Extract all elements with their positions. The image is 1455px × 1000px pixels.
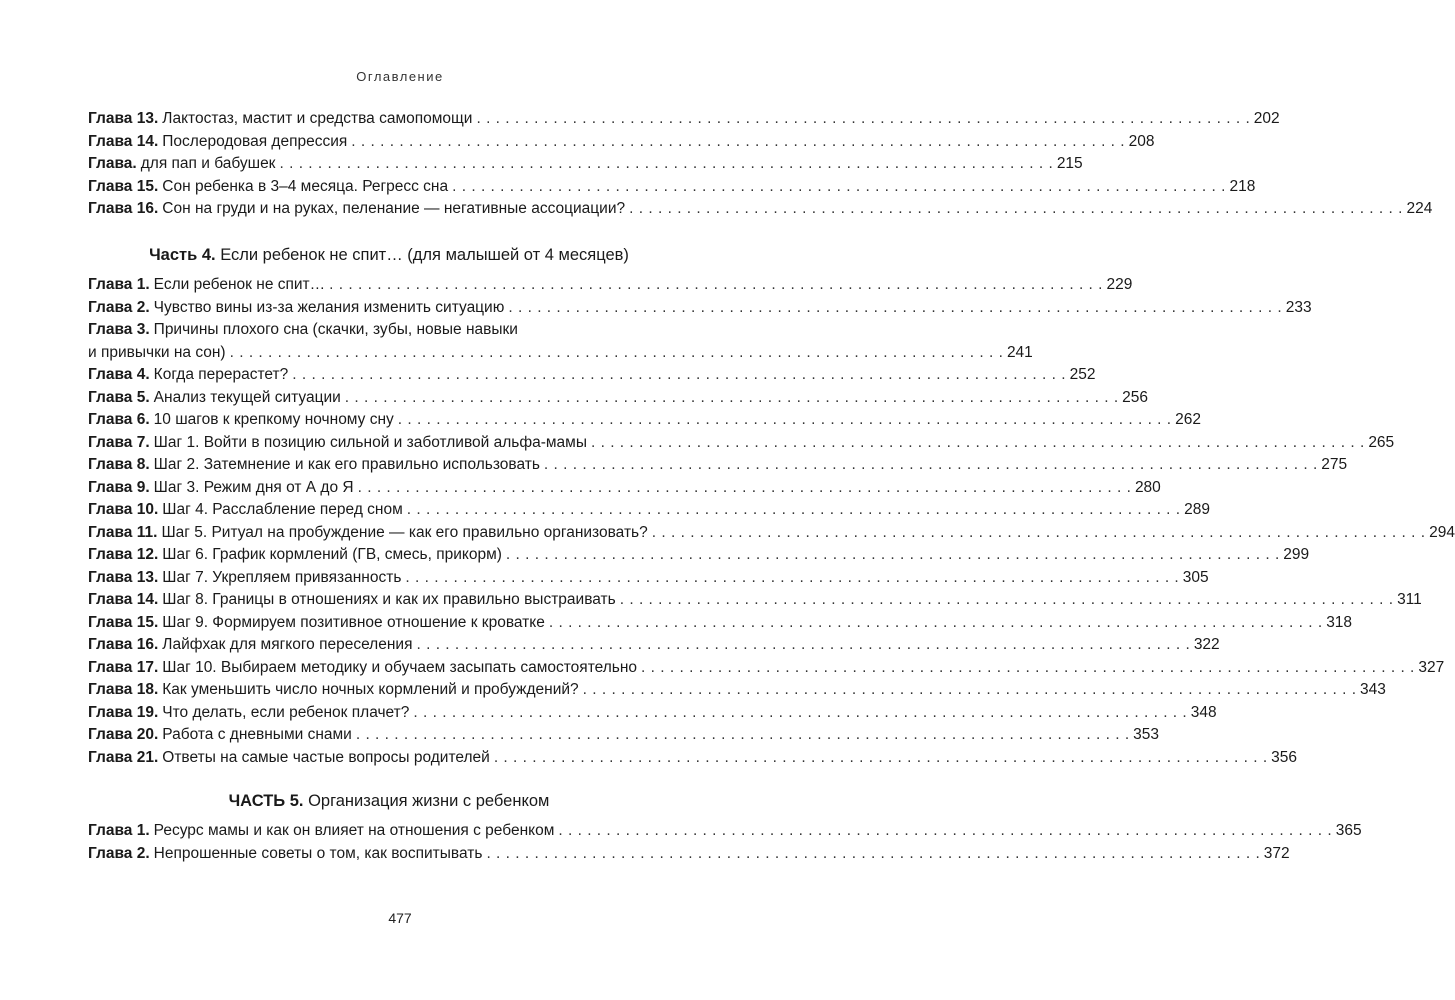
dot-leader — [549, 612, 1322, 635]
chapter-title: Сон на груди и на руках, пеленание — негативные ассоциации? — [162, 200, 626, 217]
dot-leader — [629, 198, 1402, 221]
chapter-title: Шаг 9. Формируем позитивное отношение к кроватке — [162, 613, 545, 631]
page-number: 265 — [1368, 433, 1395, 451]
chapter-label: Глава 15. — [88, 177, 159, 195]
chapter-label: Глава 6. — [88, 411, 150, 428]
chapter-label: Глава 13. — [88, 110, 159, 127]
chapter-title: Лайфхак для мягкого переселения — [162, 636, 413, 653]
toc-entry[interactable] — [88, 657, 1445, 680]
chapter-label: Глава 15. — [88, 613, 159, 631]
toc-entry[interactable] — [88, 432, 1395, 455]
chapter-title: Лактостаз, мастит и средства самопомощи — [162, 110, 473, 127]
page-number: 305 — [1182, 568, 1209, 586]
chapter-title: Если ребенок не спит… — [153, 276, 326, 293]
dot-leader — [351, 131, 1124, 154]
chapter-label: Глава 12. — [88, 546, 159, 563]
chapter-label: Глава 11. — [88, 523, 158, 541]
chapter-label: Глава 18. — [88, 681, 159, 698]
toc-part3-tail — [88, 108, 1433, 221]
toc-entry[interactable] — [88, 702, 1217, 725]
page-number: 318 — [1326, 613, 1353, 631]
chapter-label: Глава 7. — [88, 433, 150, 451]
dot-leader — [230, 342, 1003, 365]
chapter-title: Послеродовая депрессия — [162, 132, 348, 150]
chapter-title: Ресурс мамы и как он влияет на отношения с ребенком — [153, 822, 555, 839]
page-number: 202 — [1253, 110, 1280, 127]
chapter-title: Ответы на самые частые вопросы родителей — [162, 748, 490, 766]
toc-entry[interactable] — [88, 454, 1348, 477]
chapter-title: Сон ребенка в 3–4 месяца. Регресс сна — [162, 177, 449, 195]
toc-part5 — [88, 820, 1362, 865]
page-number: 311 — [1397, 591, 1422, 608]
chapter-label: Глава. — [88, 155, 137, 172]
page-number: 252 — [1069, 366, 1096, 383]
dot-leader — [506, 544, 1279, 567]
page-number: 280 — [1134, 478, 1161, 496]
toc-entry[interactable] — [88, 679, 1386, 702]
page-number: 233 — [1285, 298, 1312, 316]
dot-leader — [358, 477, 1131, 500]
chapter-title-line1: Причины плохого сна (скачки, зубы, новые навыки — [153, 321, 518, 338]
page-number: 218 — [1229, 177, 1256, 195]
chapter-label: Глава 16. — [88, 200, 159, 217]
part-title: Если ребенок не спит… (для малышей от 4 месяцев) — [220, 246, 629, 264]
chapter-label: Глава 1. — [88, 276, 150, 293]
chapter-title: Шаг 1. Войти в позицию сильной и заботливой альфа-мамы — [153, 433, 587, 451]
dot-leader — [407, 499, 1180, 522]
dot-leader — [476, 108, 1249, 131]
page-number: 262 — [1175, 411, 1201, 428]
page-number: 294 — [1429, 523, 1455, 541]
dot-leader — [413, 702, 1186, 725]
toc-entry[interactable] — [88, 131, 1155, 154]
chapter-title: Что делать, если ребенок плачет? — [162, 703, 410, 721]
chapter-title: для пап и бабушек — [140, 155, 276, 172]
chapter-label: Глава 2. — [88, 298, 150, 316]
chapter-label: Глава 2. — [88, 844, 150, 862]
toc-entry[interactable] — [88, 724, 1160, 747]
dot-leader — [398, 409, 1171, 432]
chapter-title: Шаг 4. Расслабление перед сном — [162, 501, 403, 518]
dot-leader — [486, 843, 1259, 866]
chapter-label: Глава 20. — [88, 726, 159, 743]
chapter-title-line2: и привычки на сон) — [88, 343, 226, 361]
toc-entry[interactable] — [88, 843, 1290, 866]
chapter-label: Глава 10. — [88, 501, 159, 518]
toc-entry[interactable] — [88, 387, 1149, 410]
chapter-label: Глава 17. — [88, 658, 159, 676]
part-4-heading — [88, 243, 690, 267]
chapter-title: 10 шагов к крепкому ночному сну — [153, 411, 394, 428]
chapter-label: Глава 19. — [88, 703, 159, 721]
toc-part4 — [88, 274, 1455, 769]
page-number: 353 — [1133, 726, 1160, 743]
chapter-label: Глава 8. — [88, 456, 150, 473]
chapter-title: Чувство вины из-за желания изменить ситуацию — [153, 298, 505, 316]
toc-entry[interactable] — [88, 297, 1312, 320]
toc-entry[interactable] — [88, 747, 1298, 770]
chapter-title: Когда перерастет? — [153, 366, 289, 383]
dot-leader — [620, 589, 1393, 612]
toc-entry-multiline[interactable] — [88, 319, 690, 342]
chapter-title: Непрошенные советы о том, как воспитывать — [153, 844, 483, 862]
chapter-label: Глава 21. — [88, 748, 159, 766]
chapter-title: Шаг 6. График кормлений (ГВ, смесь, прикорм) — [162, 546, 502, 563]
page-number: 356 — [1271, 748, 1298, 766]
toc-entry[interactable] — [88, 153, 1083, 176]
toc-entry-continuation[interactable] — [88, 342, 1033, 365]
toc-entry[interactable] — [88, 567, 1209, 590]
chapter-title: Как уменьшить число ночных кормлений и пробуждений? — [162, 681, 579, 698]
page-number: 215 — [1056, 155, 1083, 172]
dot-leader — [558, 820, 1331, 843]
part-5-heading — [88, 789, 690, 813]
chapter-label: Глава 5. — [88, 388, 150, 406]
dot-leader — [544, 454, 1317, 477]
dot-leader — [583, 679, 1356, 702]
toc-entry[interactable] — [88, 364, 1096, 387]
dot-leader — [292, 364, 1065, 387]
toc-entry[interactable] — [88, 589, 1422, 612]
chapter-label: Глава 9. — [88, 478, 150, 496]
dot-leader — [356, 724, 1129, 747]
chapter-title: Шаг 8. Границы в отношениях и как их правильно выстраивать — [162, 591, 616, 608]
dot-leader — [329, 274, 1102, 297]
dot-leader — [345, 387, 1118, 410]
page-number: 327 — [1418, 658, 1445, 676]
toc-entry[interactable] — [88, 544, 1310, 567]
page-number: 208 — [1128, 132, 1155, 150]
toc-entry[interactable] — [88, 176, 1256, 199]
toc-entry[interactable] — [88, 409, 1201, 432]
page-number: 275 — [1321, 456, 1348, 473]
page-number: 229 — [1106, 276, 1133, 293]
dot-leader — [494, 747, 1267, 770]
chapter-label: Глава 13. — [88, 568, 159, 586]
part-label: Часть 4. — [149, 246, 216, 264]
toc-entry[interactable] — [88, 499, 1210, 522]
chapter-title: Шаг 10. Выбираем методику и обучаем засыпать самостоятельно — [162, 658, 638, 676]
dot-leader — [452, 176, 1225, 199]
toc-entry[interactable] — [88, 634, 1220, 657]
chapter-title: Шаг 2. Затемнение и как его правильно использовать — [153, 456, 540, 473]
chapter-label: Глава 4. — [88, 366, 150, 383]
chapter-title: Работа с дневными снами — [162, 726, 352, 743]
page-number: 256 — [1122, 388, 1149, 406]
toc-entry[interactable] — [88, 477, 1161, 500]
page-number: 224 — [1406, 200, 1433, 217]
page-number: 322 — [1193, 636, 1220, 653]
chapter-title: Шаг 3. Режим дня от А до Я — [153, 478, 354, 496]
page-number: 365 — [1335, 822, 1362, 839]
page-number: 343 — [1360, 681, 1386, 698]
chapter-title: Шаг 7. Укрепляем привязанность — [162, 568, 402, 586]
toc-entry[interactable] — [88, 820, 1362, 843]
page-number: 348 — [1190, 703, 1217, 721]
dot-leader — [652, 522, 1425, 545]
page-number: 289 — [1184, 501, 1210, 518]
chapter-label: Глава 16. — [88, 636, 159, 653]
page-number: 299 — [1283, 546, 1310, 563]
dot-leader — [416, 634, 1189, 657]
toc-entry[interactable] — [88, 274, 1133, 297]
page-number: 372 — [1263, 844, 1290, 862]
chapter-label: Глава 14. — [88, 591, 159, 608]
page-folio: 477 — [388, 910, 412, 926]
chapter-label: Глава 1. — [88, 822, 150, 839]
page-number: 241 — [1006, 343, 1033, 361]
chapter-title: Анализ текущей ситуации — [153, 388, 341, 406]
dot-leader — [405, 567, 1178, 590]
part-title: Организация жизни с ребенком — [308, 792, 550, 810]
toc-entry[interactable] — [88, 198, 1433, 221]
dot-leader — [508, 297, 1281, 320]
part-label: ЧАСТЬ 5. — [228, 792, 304, 810]
toc-entry[interactable] — [88, 108, 1280, 131]
toc-entry[interactable] — [88, 522, 1455, 545]
chapter-label: Глава 14. — [88, 132, 159, 150]
toc-entry[interactable] — [88, 612, 1353, 635]
running-head: Оглавление — [356, 69, 444, 84]
dot-leader — [641, 657, 1414, 680]
chapter-title: Шаг 5. Ритуал на пробуждение — как его правильно организовать? — [161, 523, 648, 541]
chapter-label: Глава 3. — [88, 321, 150, 338]
dot-leader — [591, 432, 1364, 455]
dot-leader — [279, 153, 1052, 176]
